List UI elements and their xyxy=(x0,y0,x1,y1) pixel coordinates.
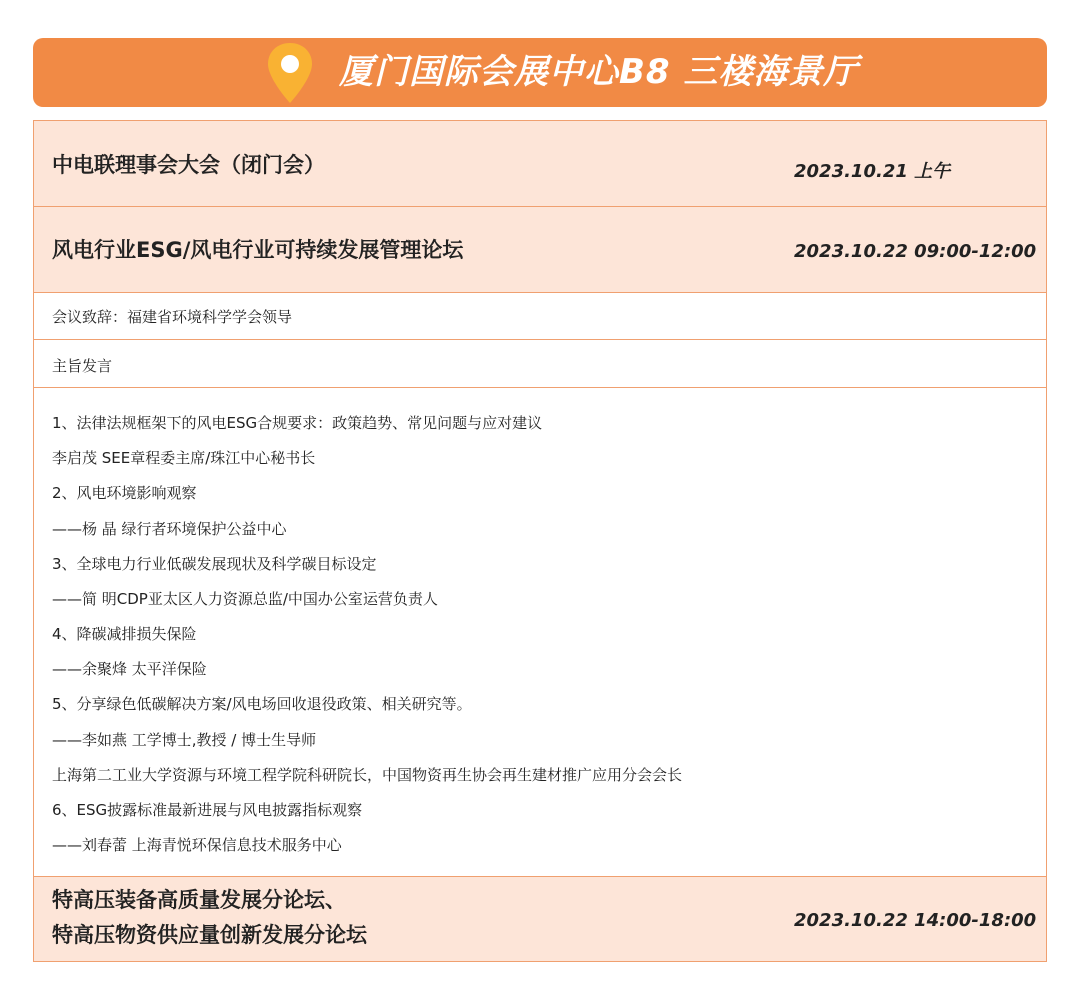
agenda-item: ——杨 晶 绿行者环境保护公益中心 xyxy=(52,520,287,538)
agenda-row xyxy=(34,387,1046,876)
keynote-heading-row xyxy=(34,339,1046,387)
schedule-table xyxy=(33,120,1047,962)
agenda-item: ——刘春蕾 上海青悦环保信息技术服务中心 xyxy=(52,836,342,854)
session-title-line1: 特高压装备高质量发展分论坛、 xyxy=(52,888,346,912)
session-title: 中电联理事会大会（闭门会） xyxy=(52,153,325,177)
session-title-line2: 特高压物资供应量创新发展分论坛 xyxy=(52,923,367,947)
session-title: 风电行业ESG/风电行业可持续发展管理论坛 xyxy=(52,238,464,262)
agenda-item: ——余聚烽 太平洋保险 xyxy=(52,660,207,678)
opening-remarks: 会议致辞：福建省环境科学学会领导 xyxy=(52,308,293,326)
agenda-item: 上海第二工业大学资源与环境工程学院科研院长，中国物资再生协会再生建材推广应用分会会长 xyxy=(52,766,683,784)
agenda-item: 3、全球电力行业低碳发展现状及科学碳目标设定 xyxy=(52,555,377,573)
agenda-item: 1、法律法规框架下的风电ESG合规要求：政策趋势、常见问题与应对建议 xyxy=(52,414,543,432)
agenda-item: 2、风电环境影响观察 xyxy=(52,484,197,502)
location-title: 厦门国际会展中心B8 三楼海景厅 xyxy=(339,52,859,92)
session-date: 2023.10.22 14:00-18:00 xyxy=(794,910,1037,931)
agenda-item: ——简 明CDP亚太区人力资源总监/中国办公室运营负责人 xyxy=(52,590,438,608)
location-header xyxy=(33,38,1047,107)
session-row xyxy=(34,121,1046,206)
agenda-item: 5、分享绿色低碳解决方案/风电场回收退役政策、相关研究等。 xyxy=(52,695,472,713)
session-row xyxy=(34,876,1046,961)
session-row xyxy=(34,206,1046,292)
session-date: 2023.10.22 09:00-12:00 xyxy=(794,241,1037,262)
agenda-item: 6、ESG披露标准最新进展与风电披露指标观察 xyxy=(52,801,363,819)
location-pin-icon xyxy=(265,41,315,107)
keynote-heading: 主旨发言 xyxy=(52,357,113,375)
session-date: 2023.10.21 上午 xyxy=(794,161,951,182)
opening-row xyxy=(34,292,1046,339)
agenda-item: ——李如燕 工学博士,教授 / 博士生导师 xyxy=(52,731,317,749)
agenda-item: 4、降碳减排损失保险 xyxy=(52,625,197,643)
agenda-item: 李启茂 SEE章程委主席/珠江中心秘书长 xyxy=(52,449,316,467)
